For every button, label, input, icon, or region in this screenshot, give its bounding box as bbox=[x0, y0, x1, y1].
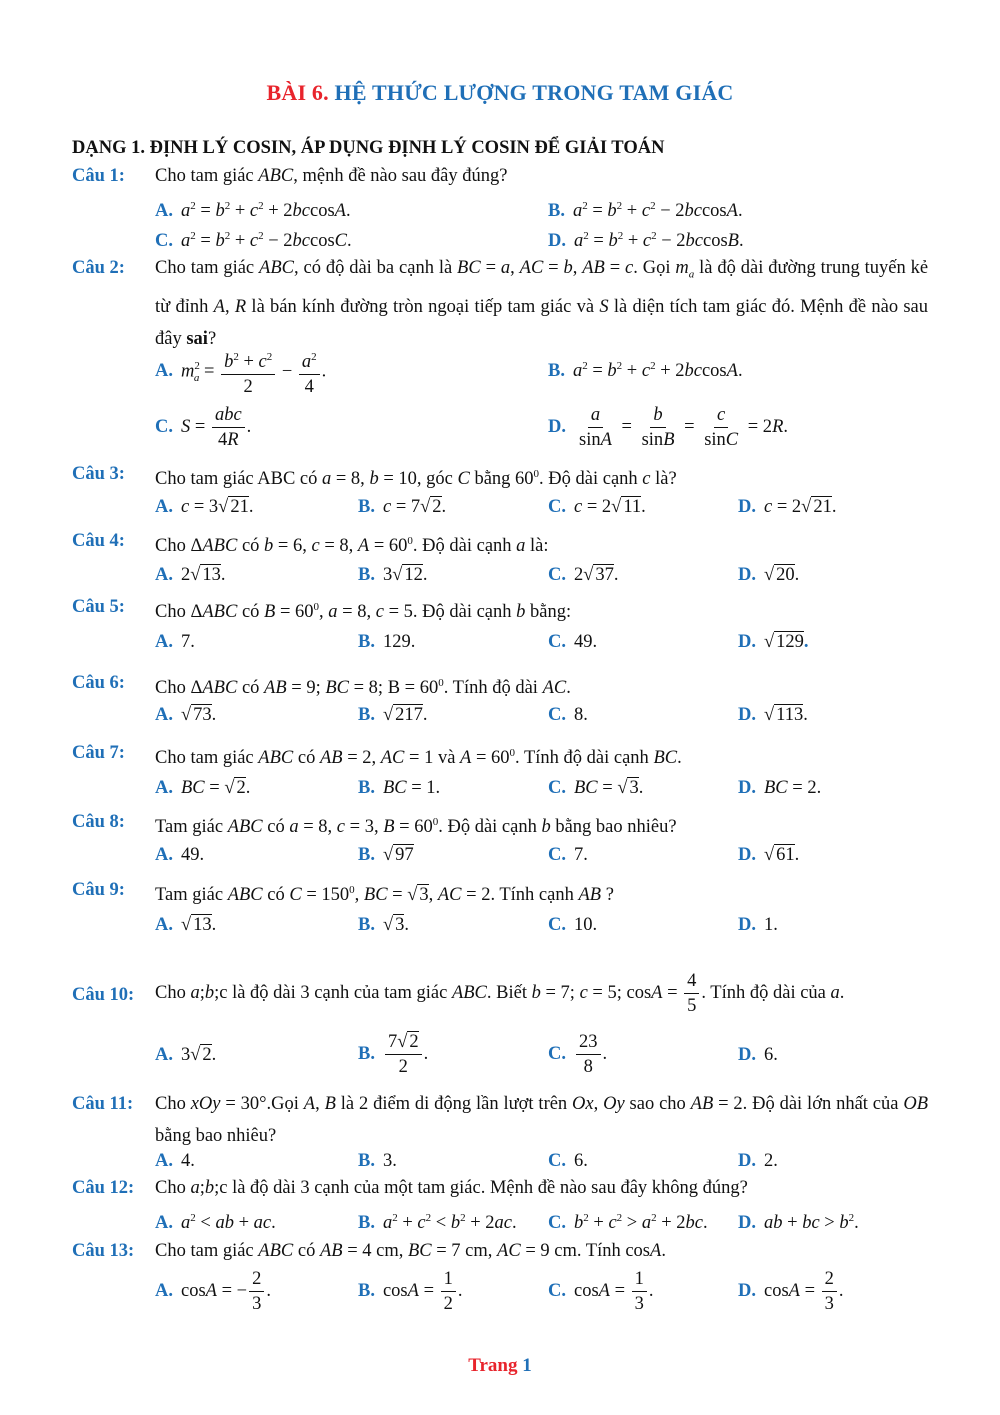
question-text: Tam giác ABC có $C = 150^0$, BC = √ 3, AC = 2. Tính cạnh AB ? bbox=[155, 884, 614, 906]
option-b: B. 3. bbox=[358, 1151, 397, 1171]
question-text: Cho ΔABC có $B = 60^0$, a = 8, c = 5. Độ dài cạnh b bằng: bbox=[155, 601, 572, 623]
option-d: D. $a^2 = b^2 + c^2 - 2bccosB$. bbox=[548, 230, 744, 252]
option-c: C. 7. bbox=[548, 845, 588, 865]
option-b: B. $a^2 = b^2 + c^2 + 2bccosA$. bbox=[548, 360, 743, 382]
question-text: Cho tam giác ABC có a = 8, b = 10, góc C bằng $60^0$. Độ dài cạnh c là? bbox=[155, 468, 677, 490]
option-c: C. cosA = $\frac{1}{3}$ . bbox=[548, 1269, 654, 1314]
question-label: Câu 7: bbox=[72, 743, 125, 763]
page-footer: Trang 1 bbox=[468, 1355, 532, 1376]
question-text: Cho ΔABC có b = 6, c = 8, $A = 60^0$. Độ dài cạnh a là: bbox=[155, 535, 549, 557]
option-a: A. 2√ 13. bbox=[155, 565, 226, 585]
option-c: C. 8. bbox=[548, 705, 588, 725]
option-c: C. $b^2 + c^2 > a^2 + 2bc$. bbox=[548, 1212, 708, 1234]
question-text: Tam giác ABC có a = 8, c = 3, $B = 60^0$. Độ dài cạnh b bằng bao nhiêu? bbox=[155, 816, 677, 838]
option-b: B. $a^2 + c^2 < b^2 + 2ac$. bbox=[358, 1212, 517, 1234]
question-label: Câu 6: bbox=[72, 673, 125, 693]
question-label: Câu 9: bbox=[72, 880, 125, 900]
option-a: A. $a^2$ < ab + ac. bbox=[155, 1212, 276, 1234]
option-c: C. S = $\frac{\text{abc}}{4R}$ . bbox=[155, 405, 252, 450]
option-b: B. $\frac{7√ 2}{2}$ . bbox=[358, 1032, 429, 1077]
option-b: B. 3√ 12. bbox=[358, 565, 428, 585]
question-label: Câu 11: bbox=[72, 1094, 134, 1114]
option-c: C. c = 2√ 11. bbox=[548, 497, 646, 517]
option-c: C. BC = √ 3. bbox=[548, 778, 644, 798]
option-d: D. BC = 2. bbox=[738, 778, 822, 798]
option-a: A. $m^2_a$ = $\frac{b^2 + c^2}{2}$ − $\frac{a^2}{4}$ . bbox=[155, 345, 326, 399]
option-c: C. 2√ 37. bbox=[548, 565, 619, 585]
option-a: A. $a^2 = b^2 + c^2 + 2bccosA$. bbox=[155, 200, 351, 222]
question-label: Câu 8: bbox=[72, 812, 125, 832]
question-text: Cho xOy = 30°.Gọi A, B là 2 điểm di động lần lượt trên Ox, Oy sao cho AB = 2. Độ dài lớn nhất của OB bằng bao nhiêu? bbox=[155, 1094, 928, 1146]
option-b: B. c = 7√ 2. bbox=[358, 497, 447, 517]
option-a: A. c = 3√ 21. bbox=[155, 497, 254, 517]
option-b: B. cosA = $\frac{1}{2}$ . bbox=[358, 1269, 463, 1314]
option-d: D. $\frac{a}{\sin A}$ = $\frac{b}{\sin B}$ = $\frac{c}{\sin C}$ = 2R. bbox=[548, 405, 788, 450]
question-text: Cho a;b;c là độ dài 3 cạnh của một tam giác. Mệnh đề nào sau đây không đúng? bbox=[155, 1178, 748, 1198]
question-label: Câu 2: bbox=[72, 258, 125, 278]
option-c: C. 6. bbox=[548, 1151, 588, 1171]
option-b: B. 129. bbox=[358, 632, 416, 652]
question-label: Câu 12: bbox=[72, 1178, 135, 1198]
question-label: Câu 5: bbox=[72, 597, 125, 617]
option-b: B. √ 97 bbox=[358, 845, 414, 865]
option-d: D. √ 129. bbox=[738, 632, 809, 652]
question-text: Cho ΔABC có AB = 9; BC = 8; $B = 60^0$. Tính độ dài AC. bbox=[155, 677, 571, 699]
question-text: Cho tam giác ABC có AB = 4 cm, BC = 7 cm, AC = 9 cm. Tính cosA. bbox=[155, 1241, 666, 1261]
option-c: C. 10. bbox=[548, 915, 598, 935]
option-b: B. √ 3. bbox=[358, 915, 409, 935]
question-label: Câu 3: bbox=[72, 464, 125, 484]
option-d: D. c = 2√ 21. bbox=[738, 497, 837, 517]
option-d: D. √ 113. bbox=[738, 705, 808, 725]
section-heading: DẠNG 1. ĐỊNH LÝ COSIN, ÁP DỤNG ĐỊNH LÝ COSIN ĐỂ GIẢI TOÁN bbox=[72, 138, 665, 158]
question-label: Câu 1: bbox=[72, 166, 125, 186]
option-d: D. 6. bbox=[738, 1045, 778, 1065]
option-d: D. √ 61. bbox=[738, 845, 800, 865]
option-a: A. 49. bbox=[155, 845, 205, 865]
option-c: C. $\frac{23}{8}$ . bbox=[548, 1032, 608, 1077]
option-a: A. √ 73. bbox=[155, 705, 217, 725]
question-text: Cho a;b;c là độ dài 3 cạnh của tam giác ABC. Biết b = 7; c = 5; cosA = $\frac{4}{5}$ . Tính độ dài của a. bbox=[155, 971, 845, 1017]
option-a: A. cosA = − $\frac{2}{3}$ . bbox=[155, 1269, 271, 1314]
option-a: A. 4. bbox=[155, 1151, 195, 1171]
option-c: C. 49. bbox=[548, 632, 598, 652]
option-d: D. ab + bc > $b^2$. bbox=[738, 1212, 859, 1234]
option-a: A. √ 13. bbox=[155, 915, 217, 935]
question-label: Câu 13: bbox=[72, 1241, 135, 1261]
option-a: A. 7. bbox=[155, 632, 195, 652]
option-c: C. $a^2 = b^2 + c^2 - 2bccosC$. bbox=[155, 230, 352, 252]
option-b: B. BC = 1. bbox=[358, 778, 441, 798]
option-d: D. √ 20. bbox=[738, 565, 800, 585]
option-d: D. 2. bbox=[738, 1151, 778, 1171]
option-b: B. √ 217. bbox=[358, 705, 428, 725]
question-text: Cho tam giác ABC, có độ dài ba cạnh là BC = a, AC = b, AB = c. Gọi $m_a$ là độ dài đường trung tuyến kẻ từ đỉnh A, R là bán kính đường tròn ngoại tiếp tam giác và S là diện tích tam giác đó. Mệnh đề nào sau đây sai? bbox=[155, 258, 929, 349]
option-a: A. BC = √ 2. bbox=[155, 778, 251, 798]
option-d: D. cosA = $\frac{2}{3}$ . bbox=[738, 1269, 844, 1314]
option-d: D. 1. bbox=[738, 915, 778, 935]
question-label: Câu 4: bbox=[72, 531, 125, 551]
option-b: B. $a^2 = b^2 + c^2 - 2bccosA$. bbox=[548, 200, 743, 222]
question-label: Câu 10: bbox=[72, 985, 135, 1005]
page-title: BÀI 6. HỆ THỨC LƯỢNG TRONG TAM GIÁC bbox=[266, 80, 734, 105]
option-a: A. 3√ 2. bbox=[155, 1045, 217, 1065]
question-text: Cho tam giác ABC có AB = 2, AC = 1 và $A = 60^0$. Tính độ dài cạnh BC. bbox=[155, 747, 682, 769]
question-text: Cho tam giác ABC, mệnh đề nào sau đây đúng? bbox=[155, 166, 508, 186]
